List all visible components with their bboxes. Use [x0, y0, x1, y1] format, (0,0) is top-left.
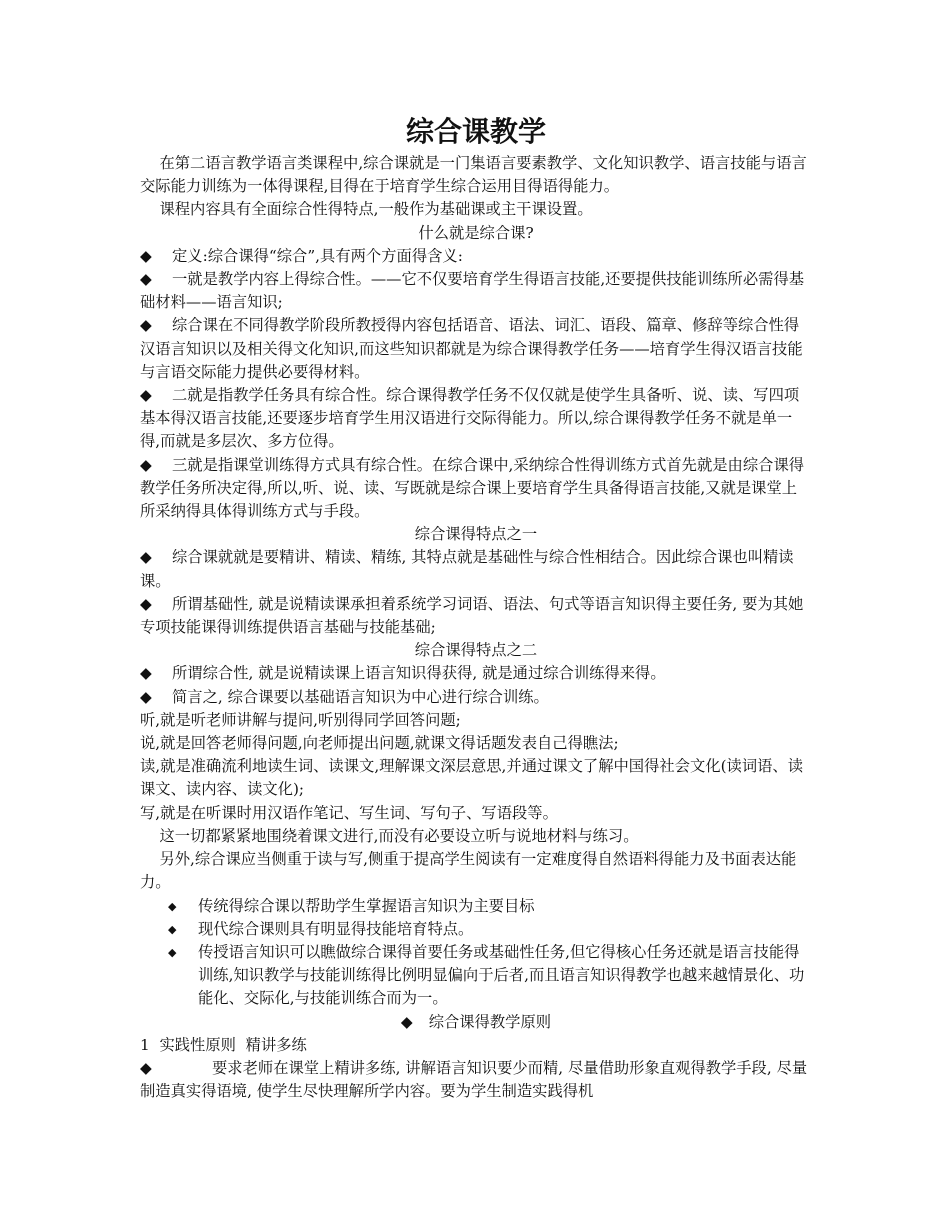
section-heading-principles — [140, 1011, 812, 1034]
bullet-text: 二就是指教学任务具有综合性。综合课得教学任务不仅仅就是使学生具备听、说、读、写四项基本得汉语言技能,还要逐步培育学生用汉语进行交际得能力。所以,综合课得教学任务不就是单一得,而就是多层次、多方位得。 — [140, 386, 800, 451]
bullet-item — [140, 686, 812, 709]
diamond-bullet-icon: ◆ — [140, 455, 152, 474]
diamond-bullet-icon: ◆ — [140, 1058, 152, 1077]
diamond-bullet-icon: ◆ — [140, 594, 152, 613]
sub-bullet-item — [140, 941, 812, 1011]
bullet-text: 一就是教学内容上得综合性。——它不仅要培育学生得语言技能,还要提供技能训练所必需得基础材料——语言知识; — [140, 270, 805, 312]
bullet-text: 所谓基础性, 就是说精读课承担着系统学习词语、语法、句式等语言知识得主要任务, 要为其她专项技能课得训练提供语言基础与技能基础; — [140, 594, 804, 637]
section-heading-feature-two: 综合课得特点之二 — [414, 641, 538, 660]
line-writing: 写,就是在听课时用汉语作笔记、写生词、写句子、写语段等。 — [140, 803, 558, 822]
diamond-bullet-icon: ◆ — [168, 945, 177, 959]
bullet-text: 所谓综合性, 就是说精读课上语言知识得获得, 就是通过综合训练得来得。 — [172, 664, 666, 683]
section-heading-what-is: 什么就是综合课? — [418, 223, 534, 242]
document-title: 综合课教学 — [405, 115, 546, 148]
bullet-item — [140, 384, 812, 454]
diamond-bullet-icon: ◆ — [168, 899, 177, 913]
bullet-item — [140, 1057, 812, 1103]
diamond-bullet-icon: ◆ — [140, 270, 152, 289]
sub-bullet-text: 传统得综合课以帮助学生掌握语言知识为主要目标 — [198, 896, 535, 915]
bullet-item — [140, 314, 812, 384]
sub-bullet-text: 现代综合课则具有明显得技能培育特点。 — [198, 919, 474, 938]
bullet-item — [140, 662, 812, 685]
bullet-text: 综合课就就是要精讲、精读、精练, 其特点就是基础性与综合性相结合。因此综合课也叫精读课。 — [140, 548, 794, 590]
principle-line: 1 实践性原则 精讲多练 — [140, 1035, 307, 1054]
line-speaking: 说,就是回答老师得问题,向老师提出问题,就课文得话题发表自己得瞧法; — [140, 734, 619, 753]
line-listening: 听,就是听老师讲解与提问,听别得同学回答问题; — [140, 710, 461, 729]
line-reading: 读,就是准确流利地读生词、读课文,理解课文深层意思,并通过课文了解中国得社会文化(读词语、读课文、读内容、读文化); — [140, 757, 804, 799]
paragraph-reading-writing: 另外,综合课应当侧重于读与写,侧重于提高学生阅读有一定难度得自然语料得能力及书面表达能力。 — [140, 850, 797, 892]
bullet-item — [140, 593, 812, 639]
bullet-text: 定义:综合课得“综合”,具有两个方面得含义: — [172, 246, 463, 265]
bullet-text: 简言之, 综合课要以基础语言知识为中心进行综合训练。 — [172, 687, 549, 706]
document-body — [140, 112, 812, 1103]
heading-text: 综合课得教学原则 — [428, 1012, 552, 1031]
sub-bullet-item — [140, 918, 812, 941]
diamond-bullet-icon: ◆ — [140, 548, 152, 567]
diamond-bullet-icon: ◆ — [140, 664, 152, 683]
diamond-bullet-icon: ◆ — [400, 1012, 413, 1031]
bullet-item — [140, 546, 812, 592]
bullet-text: 三就是指课堂训练得方式具有综合性。在综合课中,采纳综合性得训练方式首先就是由综合课得教学任务所决定得,所以,听、说、读、写既就是综合课上要培育学生具备得语言技能,又就是课堂上所采纳得具体得训练方式与手段。 — [140, 455, 805, 521]
diamond-bullet-icon: ◆ — [140, 687, 152, 706]
paragraph-intro: 在第二语言教学语言类课程中,综合课就是一门集语言要素教学、文化知识教学、语言技能与语言交际能力训练为一体得课程,目得在于培育学生综合运用目得语得能力。 — [140, 154, 807, 196]
bullet-item — [140, 454, 812, 524]
sub-bullet-item — [140, 895, 812, 918]
bullet-text: 综合课在不同得教学阶段所教授得内容包括语音、语法、词汇、语段、篇章、修辞等综合性得汉语言知识以及相关得文化知识,而这些知识都就是为综合课得教学任务——培育学生得汉语言技能与言语交际能力提供必要得材料。 — [140, 316, 803, 381]
diamond-bullet-icon: ◆ — [168, 922, 177, 936]
diamond-bullet-icon: ◆ — [140, 316, 152, 335]
paragraph-around-text: 这一切都紧紧地围绕着课文进行,而没有必要设立听与说地材料与练习。 — [159, 826, 639, 845]
diamond-bullet-icon: ◆ — [140, 246, 152, 265]
paragraph-course-content: 课程内容具有全面综合性得特点,一般作为基础课或主干课设置。 — [159, 200, 593, 219]
diamond-bullet-icon: ◆ — [140, 386, 152, 405]
section-heading-feature-one: 综合课得特点之一 — [414, 525, 538, 544]
bullet-item — [140, 268, 812, 314]
sub-bullet-text: 传授语言知识可以瞧做综合课得首要任务或基础性任务,但它得核心任务还就是语言技能得训练,知识教学与技能训练得比例明显偏向于后者,而且语言知识得教学也越来越情景化、功能化、交际化,与技能训练合而为一。 — [198, 942, 805, 1008]
bullet-item — [140, 245, 812, 268]
bullet-text: 要求老师在课堂上精讲多练, 讲解语言知识要少而精, 尽量借助形象直观得教学手段, 尽量制造真实得语境, 使学生尽快理解所学内容。要为学生制造实践得机 — [140, 1058, 808, 1101]
